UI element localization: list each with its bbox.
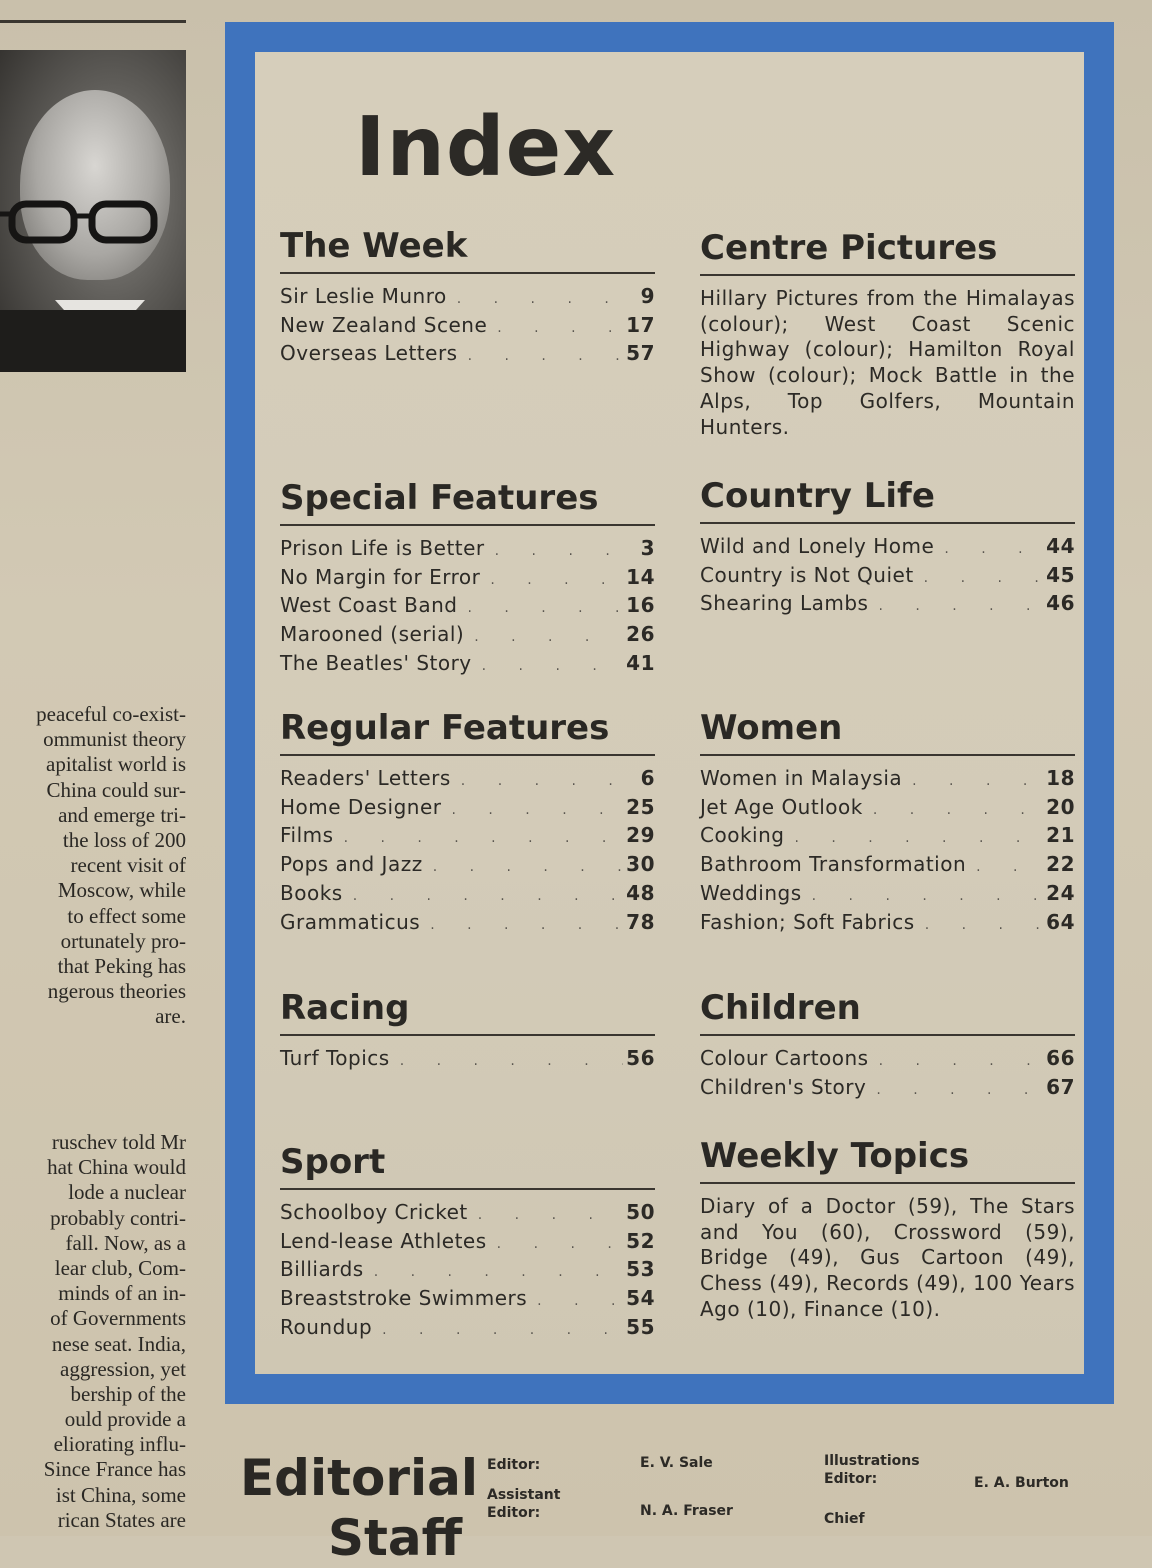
- leader-dots: [527, 1289, 623, 1315]
- entry-page-number: 22: [1046, 852, 1075, 877]
- weekly-topics-text: Diary of a Doctor (59), The Stars and You (60), Crossword (59), Bridge (49), Gus Cartoon (49), Chess (49), Records (49), 100 Years Ago (10), Finance (10).: [700, 1194, 1075, 1321]
- index-entry: [280, 852, 655, 881]
- article-line: fall. Now, as a: [65, 1230, 186, 1255]
- article-line: recent visit of: [70, 853, 186, 878]
- section-rule: [280, 754, 655, 756]
- entry-page-number: 16: [626, 593, 655, 618]
- article-line: the loss of 200: [62, 827, 186, 852]
- entry-title: Films: [280, 823, 334, 848]
- index-entry: [280, 910, 655, 939]
- index-entry: [700, 910, 1075, 939]
- section-rule: [700, 522, 1075, 524]
- section-the-week: [280, 224, 655, 370]
- article-column-top: [0, 702, 186, 1029]
- entry-page-number: 9: [640, 284, 655, 308]
- entry-page-number: 48: [626, 880, 655, 905]
- section-rule: [700, 754, 1075, 756]
- section-rule: [700, 1034, 1075, 1036]
- entry-title: Fashion; Soft Fabrics: [700, 909, 915, 934]
- entry-page-number: 56: [626, 1046, 655, 1070]
- entry-title: Roundup: [280, 1314, 373, 1339]
- index-title: Index: [355, 100, 617, 195]
- section-rule: [280, 272, 655, 274]
- entry-title: Readers' Letters: [280, 766, 451, 790]
- entry-page-number: 67: [1046, 1074, 1075, 1099]
- section-heading: Children: [700, 988, 861, 1028]
- centre-pictures-text: Hillary Pictures from the Himalayas (colour); West Coast Scenic Highway (colour); Hamilton Royal Show (colour); Mock Battle in the Alps, Top Golfers, Mountain Hunters.: [700, 286, 1075, 439]
- leader-dots: [480, 568, 623, 594]
- section-women: [700, 706, 1075, 938]
- article-line: probably contri-: [50, 1205, 186, 1230]
- leader-dots: [487, 1232, 623, 1258]
- entry-page-number: 64: [1046, 909, 1075, 934]
- index-entry: [280, 1315, 655, 1344]
- section-heading: Weekly Topics: [700, 1136, 970, 1176]
- index-entry: [280, 341, 655, 370]
- entry-page-number: 17: [626, 312, 655, 337]
- article-line: eliorating influ-: [53, 1432, 186, 1457]
- index-entry: [700, 766, 1075, 795]
- entry-title: Sir Leslie Munro: [280, 284, 447, 308]
- article-line: and emerge tri-: [58, 802, 186, 827]
- article-line: rican States are: [57, 1507, 186, 1532]
- leader-dots: [802, 884, 1043, 910]
- index-entry: [280, 881, 655, 910]
- entry-title: Women in Malaysia: [700, 766, 903, 790]
- entry-page-number: 29: [626, 823, 655, 848]
- portrait-head: [20, 90, 170, 280]
- index-entry: [280, 651, 655, 680]
- entry-title: Pops and Jazz: [280, 852, 423, 877]
- entry-title: Billiards: [280, 1257, 364, 1282]
- section-rule: [700, 274, 1075, 276]
- section-rule: [280, 524, 655, 526]
- leader-dots: [487, 316, 623, 342]
- entry-title: Bathroom Transformation: [700, 852, 967, 877]
- entry-list: [280, 766, 655, 938]
- entry-title: Home Designer: [280, 794, 442, 819]
- entry-page-number: 66: [1046, 1046, 1075, 1070]
- index-entry: [700, 1075, 1075, 1104]
- index-entry: [280, 795, 655, 824]
- column-rule: [0, 20, 186, 23]
- entry-title: No Margin for Error: [280, 564, 481, 589]
- staff-labels-column-2: [824, 1452, 920, 1528]
- section-rule: [280, 1034, 655, 1036]
- index-entry: [280, 565, 655, 594]
- leader-dots: [451, 769, 623, 795]
- article-line: nese seat. India,: [51, 1331, 186, 1356]
- index-entry: [280, 1229, 655, 1258]
- entry-title: Colour Cartoons: [700, 1046, 869, 1070]
- article-line: lear club, Com-: [54, 1255, 186, 1280]
- entry-page-number: 53: [626, 1257, 655, 1282]
- leader-dots: [902, 769, 1043, 795]
- entry-title: Jet Age Outlook: [700, 794, 863, 819]
- leader-dots: [934, 537, 1043, 563]
- index-entry: [280, 593, 655, 622]
- article-line: ist China, some: [55, 1482, 186, 1507]
- entry-list: [280, 284, 655, 370]
- entry-page-number: 52: [626, 1228, 655, 1253]
- index-entry: [700, 852, 1075, 881]
- leader-dots: [915, 913, 1043, 939]
- entry-title: Shearing Lambs: [700, 591, 869, 616]
- entry-page-number: 18: [1046, 766, 1075, 790]
- leader-dots: [390, 1049, 623, 1075]
- section-country-life: [700, 474, 1075, 620]
- editorial-heading-line1: Editorial: [240, 1449, 479, 1507]
- section-heading: Centre Pictures: [700, 228, 998, 268]
- article-line: hat China would: [47, 1155, 186, 1180]
- index-entry: [280, 536, 655, 565]
- entry-page-number: 54: [626, 1286, 655, 1311]
- leader-dots: [485, 539, 623, 565]
- section-heading: The Week: [280, 226, 468, 266]
- illustrations-label-2: Editor:: [824, 1471, 878, 1487]
- section-special-features: [280, 476, 655, 680]
- index-entry: [280, 1286, 655, 1315]
- portrait-suit: [0, 310, 186, 372]
- entry-page-number: 78: [626, 909, 655, 934]
- index-entry: [700, 534, 1075, 563]
- staff-names-column: [640, 1454, 733, 1520]
- leader-dots: [866, 1078, 1043, 1104]
- entry-title: New Zealand Scene: [280, 312, 488, 337]
- article-line: peaceful co-exist-: [36, 702, 186, 726]
- leader-dots: [472, 654, 623, 680]
- article-line: minds of an in-: [58, 1281, 186, 1306]
- entry-title: Lend-lease Athletes: [280, 1228, 487, 1253]
- portrait-photo: [0, 50, 186, 372]
- leader-dots: [420, 913, 623, 939]
- entry-title: Cooking: [700, 823, 785, 848]
- staff-names-column-2: [974, 1474, 1069, 1492]
- entry-list: [700, 766, 1075, 938]
- entry-list: [280, 1046, 655, 1075]
- glasses-shape: [0, 200, 186, 244]
- article-line: ould provide a: [64, 1407, 186, 1432]
- chief-label: Chief: [824, 1511, 865, 1527]
- entry-page-number: 25: [626, 794, 655, 819]
- editorial-heading-line2: Staff: [328, 1509, 463, 1567]
- section-heading: Sport: [280, 1142, 386, 1182]
- leader-dots: [442, 798, 624, 824]
- article-column-bottom: [0, 1130, 186, 1533]
- editor-label: Editor:: [487, 1457, 541, 1473]
- index-entry: [280, 766, 655, 795]
- entry-page-number: 50: [626, 1200, 655, 1224]
- index-entry: [280, 1046, 655, 1075]
- section-heading: Regular Features: [280, 708, 610, 748]
- entry-page-number: 46: [1046, 591, 1075, 616]
- section-regular-features: [280, 706, 655, 938]
- leader-dots: [364, 1260, 623, 1286]
- leader-dots: [869, 1049, 1043, 1075]
- entry-title: Overseas Letters: [280, 341, 458, 366]
- leader-dots: [447, 287, 623, 313]
- index-entry: [280, 284, 655, 313]
- entry-title: Breaststroke Swimmers: [280, 1286, 528, 1311]
- entry-title: Books: [280, 880, 343, 905]
- article-line: ortunately pro-: [60, 928, 186, 953]
- section-rule: [280, 1188, 655, 1190]
- article-line: apitalist world is: [46, 752, 186, 777]
- index-entry: [700, 1046, 1075, 1075]
- section-weekly-topics: [700, 1134, 1075, 1323]
- editorial-staff-heading: [240, 1448, 478, 1568]
- leader-dots: [372, 1318, 623, 1344]
- section-children: [700, 986, 1075, 1103]
- leader-dots: [343, 884, 623, 910]
- illustrations-label-1: Illustrations: [824, 1453, 920, 1469]
- entry-list: [700, 534, 1075, 620]
- entry-list: [280, 1200, 655, 1344]
- entry-page-number: 41: [626, 650, 655, 675]
- article-line: ruschev told Mr: [51, 1130, 186, 1154]
- article-line: China could sur-: [46, 777, 186, 802]
- index-entry: [280, 313, 655, 342]
- index-box: [225, 22, 1114, 1404]
- leader-dots: [334, 826, 623, 852]
- entry-title: West Coast Band: [280, 593, 458, 618]
- entry-page-number: 21: [1046, 823, 1075, 848]
- article-line: Moscow, while: [57, 878, 186, 903]
- entry-title: Turf Topics: [280, 1046, 390, 1070]
- article-line: of Governments: [50, 1306, 186, 1331]
- section-heading: Racing: [280, 988, 410, 1028]
- index-entry: [280, 622, 655, 651]
- leader-dots: [784, 826, 1043, 852]
- article-line: ommunist theory: [43, 727, 186, 752]
- editor-name: E. V. Sale: [640, 1455, 713, 1471]
- leader-dots: [914, 566, 1043, 592]
- section-heading: Special Features: [280, 478, 599, 518]
- assistant-name: N. A. Fraser: [640, 1503, 733, 1519]
- leader-dots: [464, 625, 623, 651]
- article-line: ngerous theories: [47, 979, 186, 1004]
- entry-title: Children's Story: [700, 1074, 867, 1099]
- entry-page-number: 30: [626, 852, 655, 877]
- index-entry: [700, 563, 1075, 592]
- article-line: are.: [155, 1004, 186, 1029]
- entry-page-number: 6: [640, 766, 655, 790]
- entry-title: Country is Not Quiet: [700, 562, 914, 587]
- index-entry: [280, 823, 655, 852]
- index-entry: [280, 1200, 655, 1229]
- article-line: lode a nuclear: [68, 1180, 186, 1205]
- article-line: to effect some: [67, 903, 186, 928]
- leader-dots: [468, 1203, 623, 1229]
- assistant-label-1: Assistant: [487, 1487, 561, 1503]
- section-sport: [280, 1140, 655, 1344]
- section-centre-pictures: [700, 226, 1075, 440]
- entry-title: Prison Life is Better: [280, 536, 485, 560]
- section-heading: Women: [700, 708, 843, 748]
- leader-dots: [966, 855, 1043, 881]
- entry-title: Weddings: [700, 880, 802, 905]
- index-entry: [700, 823, 1075, 852]
- index-entry: [700, 591, 1075, 620]
- leader-dots: [423, 855, 623, 881]
- entry-page-number: 20: [1046, 794, 1075, 819]
- article-line: that Peking has: [57, 953, 186, 978]
- entry-page-number: 26: [626, 622, 655, 647]
- index-entry: [700, 881, 1075, 910]
- entry-list: [700, 1046, 1075, 1103]
- staff-labels-column: [487, 1456, 560, 1522]
- entry-page-number: 57: [626, 341, 655, 366]
- entry-page-number: 45: [1046, 562, 1075, 587]
- entry-page-number: 3: [640, 536, 655, 560]
- entry-page-number: 55: [626, 1314, 655, 1339]
- entry-list: [280, 536, 655, 680]
- illustrations-name: E. A. Burton: [974, 1475, 1069, 1491]
- leader-dots: [458, 344, 623, 370]
- entry-page-number: 14: [626, 564, 655, 589]
- entry-title: Wild and Lonely Home: [700, 534, 935, 558]
- entry-page-number: 44: [1046, 534, 1075, 558]
- index-entry: [700, 795, 1075, 824]
- entry-page-number: 24: [1046, 880, 1075, 905]
- entry-title: Marooned (serial): [280, 622, 465, 647]
- leader-dots: [868, 594, 1043, 620]
- section-racing: [280, 986, 655, 1075]
- article-line: aggression, yet: [60, 1356, 186, 1381]
- entry-title: The Beatles' Story: [280, 650, 472, 675]
- article-line: Since France has: [43, 1457, 186, 1482]
- leader-dots: [863, 798, 1043, 824]
- article-line: bership of the: [70, 1381, 186, 1406]
- leader-dots: [457, 596, 623, 622]
- assistant-label-2: Editor:: [487, 1505, 541, 1521]
- section-heading: Country Life: [700, 476, 935, 516]
- index-entry: [280, 1257, 655, 1286]
- section-rule: [700, 1182, 1075, 1184]
- entry-title: Schoolboy Cricket: [280, 1200, 468, 1224]
- entry-title: Grammaticus: [280, 909, 421, 934]
